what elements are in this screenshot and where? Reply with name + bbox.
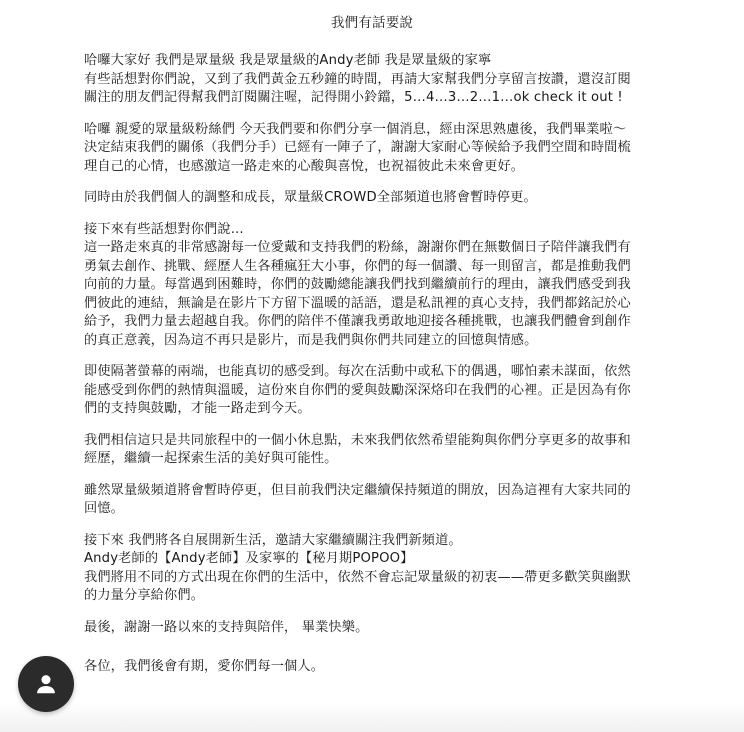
text-line: 向前的力量。每當遇到困難時，你們的鼓勵總能讓我們找到繼續前行的理由，讓我們感受到我 (84, 277, 631, 292)
text-line: 同時由於我們個人的調整和成長，眾量級CROWD全部頻道也將會暫時停更。 (84, 190, 537, 205)
text-line: 能感受到你們的熱情與溫暖，這份來自你們的愛與鼓勵深深烙印在我們的心裡。正是因為有你 (84, 382, 631, 398)
text-line: 我們相信這只是共同旅程中的一個小休息點，未來我們依然希望能夠與你們分享更多的故事和 (84, 432, 631, 448)
document-body (84, 52, 662, 690)
paragraph-journey (84, 432, 662, 469)
text-line: Andy老師的【Andy老師】及家寧的【秘月期POPOO】 (84, 551, 414, 566)
text-line: 給予，我們力量去超越自我。你們的陪伴不僅讓我勇敢地迎接各種挑戰，也讓我們體會到創作 (84, 314, 631, 329)
text-line: 的真正意義，因為這不再只是影片，而是我們與你們共同建立的回憶與情感。 (84, 332, 538, 348)
text-line: 關注的朋友們記得幫我們訂閱關注喔，記得開小鈴鐺，5…4…3…2…1…ok check it out ! (84, 90, 623, 105)
text-line: 的力量分享給你們。 (84, 588, 205, 603)
document-title: 我們有話要說 (330, 15, 414, 31)
text-line: 有些話想對你們說，又到了我們黃金五秒鐘的時間，再請大家幫我們分享留言按讚，還沒訂閱 (84, 71, 631, 87)
text-line: 接下來 我們將各自展開新生活，邀請大家繼續關注我們新頻道。 (84, 532, 462, 548)
paragraph-announcement (84, 121, 662, 177)
paragraph-screen (84, 363, 662, 419)
text-line: 雖然眾量級頻道將會暫時停更，但目前我們決定繼續保持頻道的開放，因為這裡有大家共同的 (84, 482, 631, 498)
text-line: 決定結束我們的關係（我們分手）已經有一陣子了，謝謝大家耐心等候給予我們空間和時間梳 (84, 140, 631, 155)
text-line: 們的支持與鼓勵，才能一路走到今天。 (84, 401, 311, 416)
text-line: 各位，我們後會有期，愛你們每一個人。 (84, 659, 325, 674)
text-line: 們彼此的連結，無論是在影片下方留下溫暖的話語，還是私訊裡的真心支持，我們都銘記於心 (84, 295, 631, 311)
paragraph-farewell (84, 658, 662, 677)
text-line: 經歷，繼續一起探索生活的美好與可能性。 (84, 451, 338, 466)
paragraph-thanks (84, 221, 662, 351)
text-line: 我們將用不同的方式出現在你們的生活中，依然不會忘記眾量級的初衷——帶更多歡笑與幽默 (84, 569, 631, 585)
text-line: 哈囉大家好 我們是眾量級 我是眾量級的Andy老師 我是眾量級的家寧 (84, 53, 492, 68)
paragraph-greeting (84, 52, 662, 108)
paragraph-channel-pause (84, 189, 662, 208)
spacer (84, 650, 662, 658)
paragraph-new-channels (84, 532, 662, 606)
text-line: 這一路走來真的非常感謝每一位愛戴和支持我們的粉絲，謝謝你們在無數個日子陪伴讓我們有 (84, 240, 631, 255)
text-line: 勇氣去創作、挑戰、經歷人生各種瘋狂大小事，你們的每一個讚、每一則留言，都是推動我們 (84, 258, 631, 274)
paragraph-channel-open (84, 482, 662, 519)
text-line: 即使隔著螢幕的兩端，也能真切的感受到。每次在活動中或私下的偶遇，哪怕素未謀面，依然 (84, 364, 631, 379)
text-line: 哈囉 親愛的眾量級粉絲們 今天我們要和你們分享一個消息，經由深思熟慮後，我們畢業啦～ (84, 121, 627, 137)
bottom-fade-overlay (0, 702, 744, 732)
text-line: 回憶。 (84, 501, 125, 516)
paragraph-finally (84, 619, 662, 638)
text-line: 最後，謝謝一路以來的支持與陪伴， 畢業快樂。 (84, 619, 369, 635)
account-button[interactable] (18, 656, 74, 712)
text-line: 理自己的心情，也感激這一路走來的心酸與喜悅，也祝福彼此未來會更好。 (84, 158, 525, 174)
text-line: 接下來有些話想對你們說... (84, 221, 244, 237)
user-avatar-icon (33, 671, 59, 697)
